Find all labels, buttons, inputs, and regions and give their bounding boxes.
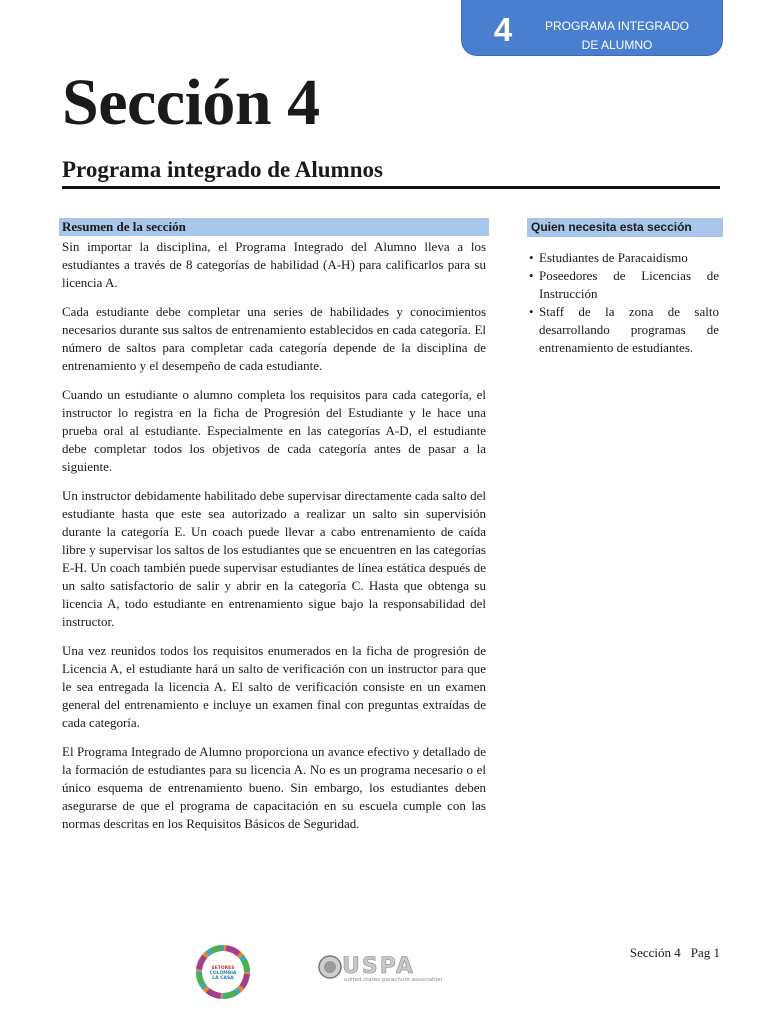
section-number: 4 [493, 11, 513, 48]
list-item [527, 267, 719, 303]
paragraph: Cuando un estudiante o alumno completa los requisitos para cada categoría, el instructor lo registra en la ficha de Progresión del Estudiante y le hace una prueba oral al estudiante. Especialmente en las categorías A-D, el estudiante debe completar todos los objetivos de cada categoría antes de pasar a la siguiente. [62, 387, 486, 474]
footer-section: Sección 4 [629, 945, 681, 960]
page-title: Sección 4 [62, 66, 320, 139]
summary-body [62, 238, 486, 844]
uspa-logo-icon [318, 951, 486, 983]
paragraph: Un instructor debidamente habilitado debe supervisar directamente cada salto del estudiante hasta que este sea autorizado a realizar un salto sin supervisión durante la categoría E. Un coach puede llevar a cabo entrenamiento de caída libre y supervisar los saltos de los estudiantes que se encuentren en las categorías E-H. Un coach también puede supervisar estudiantes de línea estática después de un salto satisfactorio de salir y abrir en la categoría C. Hasta que obtenga su licencia A, todo estudiante en entrenamiento sigue bajo la responsabilidad del instructor. [62, 488, 486, 629]
svg-text:USPA: USPA [342, 954, 415, 979]
colombia-logo-icon [196, 945, 250, 999]
svg-text:SETORES: SETORES [211, 966, 235, 971]
list-item [527, 249, 719, 267]
section-tab-title-line1: PROGRAMA INTEGRADO [544, 19, 690, 33]
list-item [527, 303, 719, 357]
bullet-icon: • [529, 304, 534, 319]
title-divider [62, 186, 720, 189]
svg-text:COLOMBIA: COLOMBIA [209, 971, 237, 976]
list-item-text: Estudiantes de Paracaidismo [539, 250, 688, 265]
svg-text:LA CASA: LA CASA [212, 976, 234, 981]
section-tab-title-line2: DE ALUMNO [581, 38, 653, 52]
section-tab [461, 0, 723, 56]
svg-text:united states parachute associ: united states parachute association [344, 977, 443, 983]
sidebar-heading: Quien necesita esta sección [527, 218, 723, 237]
page-subtitle: Programa integrado de Alumnos [62, 157, 383, 182]
paragraph: Sin importar la disciplina, el Programa Integrado del Alumno lleva a los estudiantes a través de 8 categorías de habilidad (A-H) para calificarlos para su licencia A. [62, 239, 486, 290]
bullet-icon: • [529, 268, 534, 283]
paragraph: Cada estudiante debe completar una series de habilidades y conocimientos necesarios durante sus saltos de entrenamiento establecidos en cada categoría. El número de saltos para completar cada categoría depende de la disciplina de entrenamiento y el desempeño de cada estudiante. [62, 304, 486, 373]
section-tab-title [532, 17, 702, 55]
bullet-icon: • [529, 250, 534, 265]
paragraph: Una vez reunidos todos los requisitos enumerados en la ficha de progresión de Licencia A, el estudiante hará un salto de verificación con un instructor para que le sea entregada la licencia A. El salto de verificación consiste en un examen general del entrenamiento e incluye un examen final con preguntas extraídas de cada categoría. [62, 643, 486, 730]
page-footer [596, 944, 720, 962]
audience-list [527, 249, 719, 357]
summary-heading: Resumen de la sección [59, 218, 489, 236]
list-item-text: Poseedores de Licencias de Instrucción [539, 268, 719, 301]
paragraph: El Programa Integrado de Alumno proporciona un avance efectivo y detallado de la formación de estudiantes para su licencia A. No es un programa necesario o el único esquema de entrenamiento bueno. Sin embargo, los estudiantes deben asegurarse de que el programa de capacitación en su escuela cumple con las normas descritas en los Requisitos Básicos de Seguridad. [62, 744, 486, 831]
list-item-text: Staff de la zona de salto desarrollando programas de entrenamiento de estudiantes. [539, 304, 719, 355]
page-number: Pag 1 [690, 945, 720, 960]
